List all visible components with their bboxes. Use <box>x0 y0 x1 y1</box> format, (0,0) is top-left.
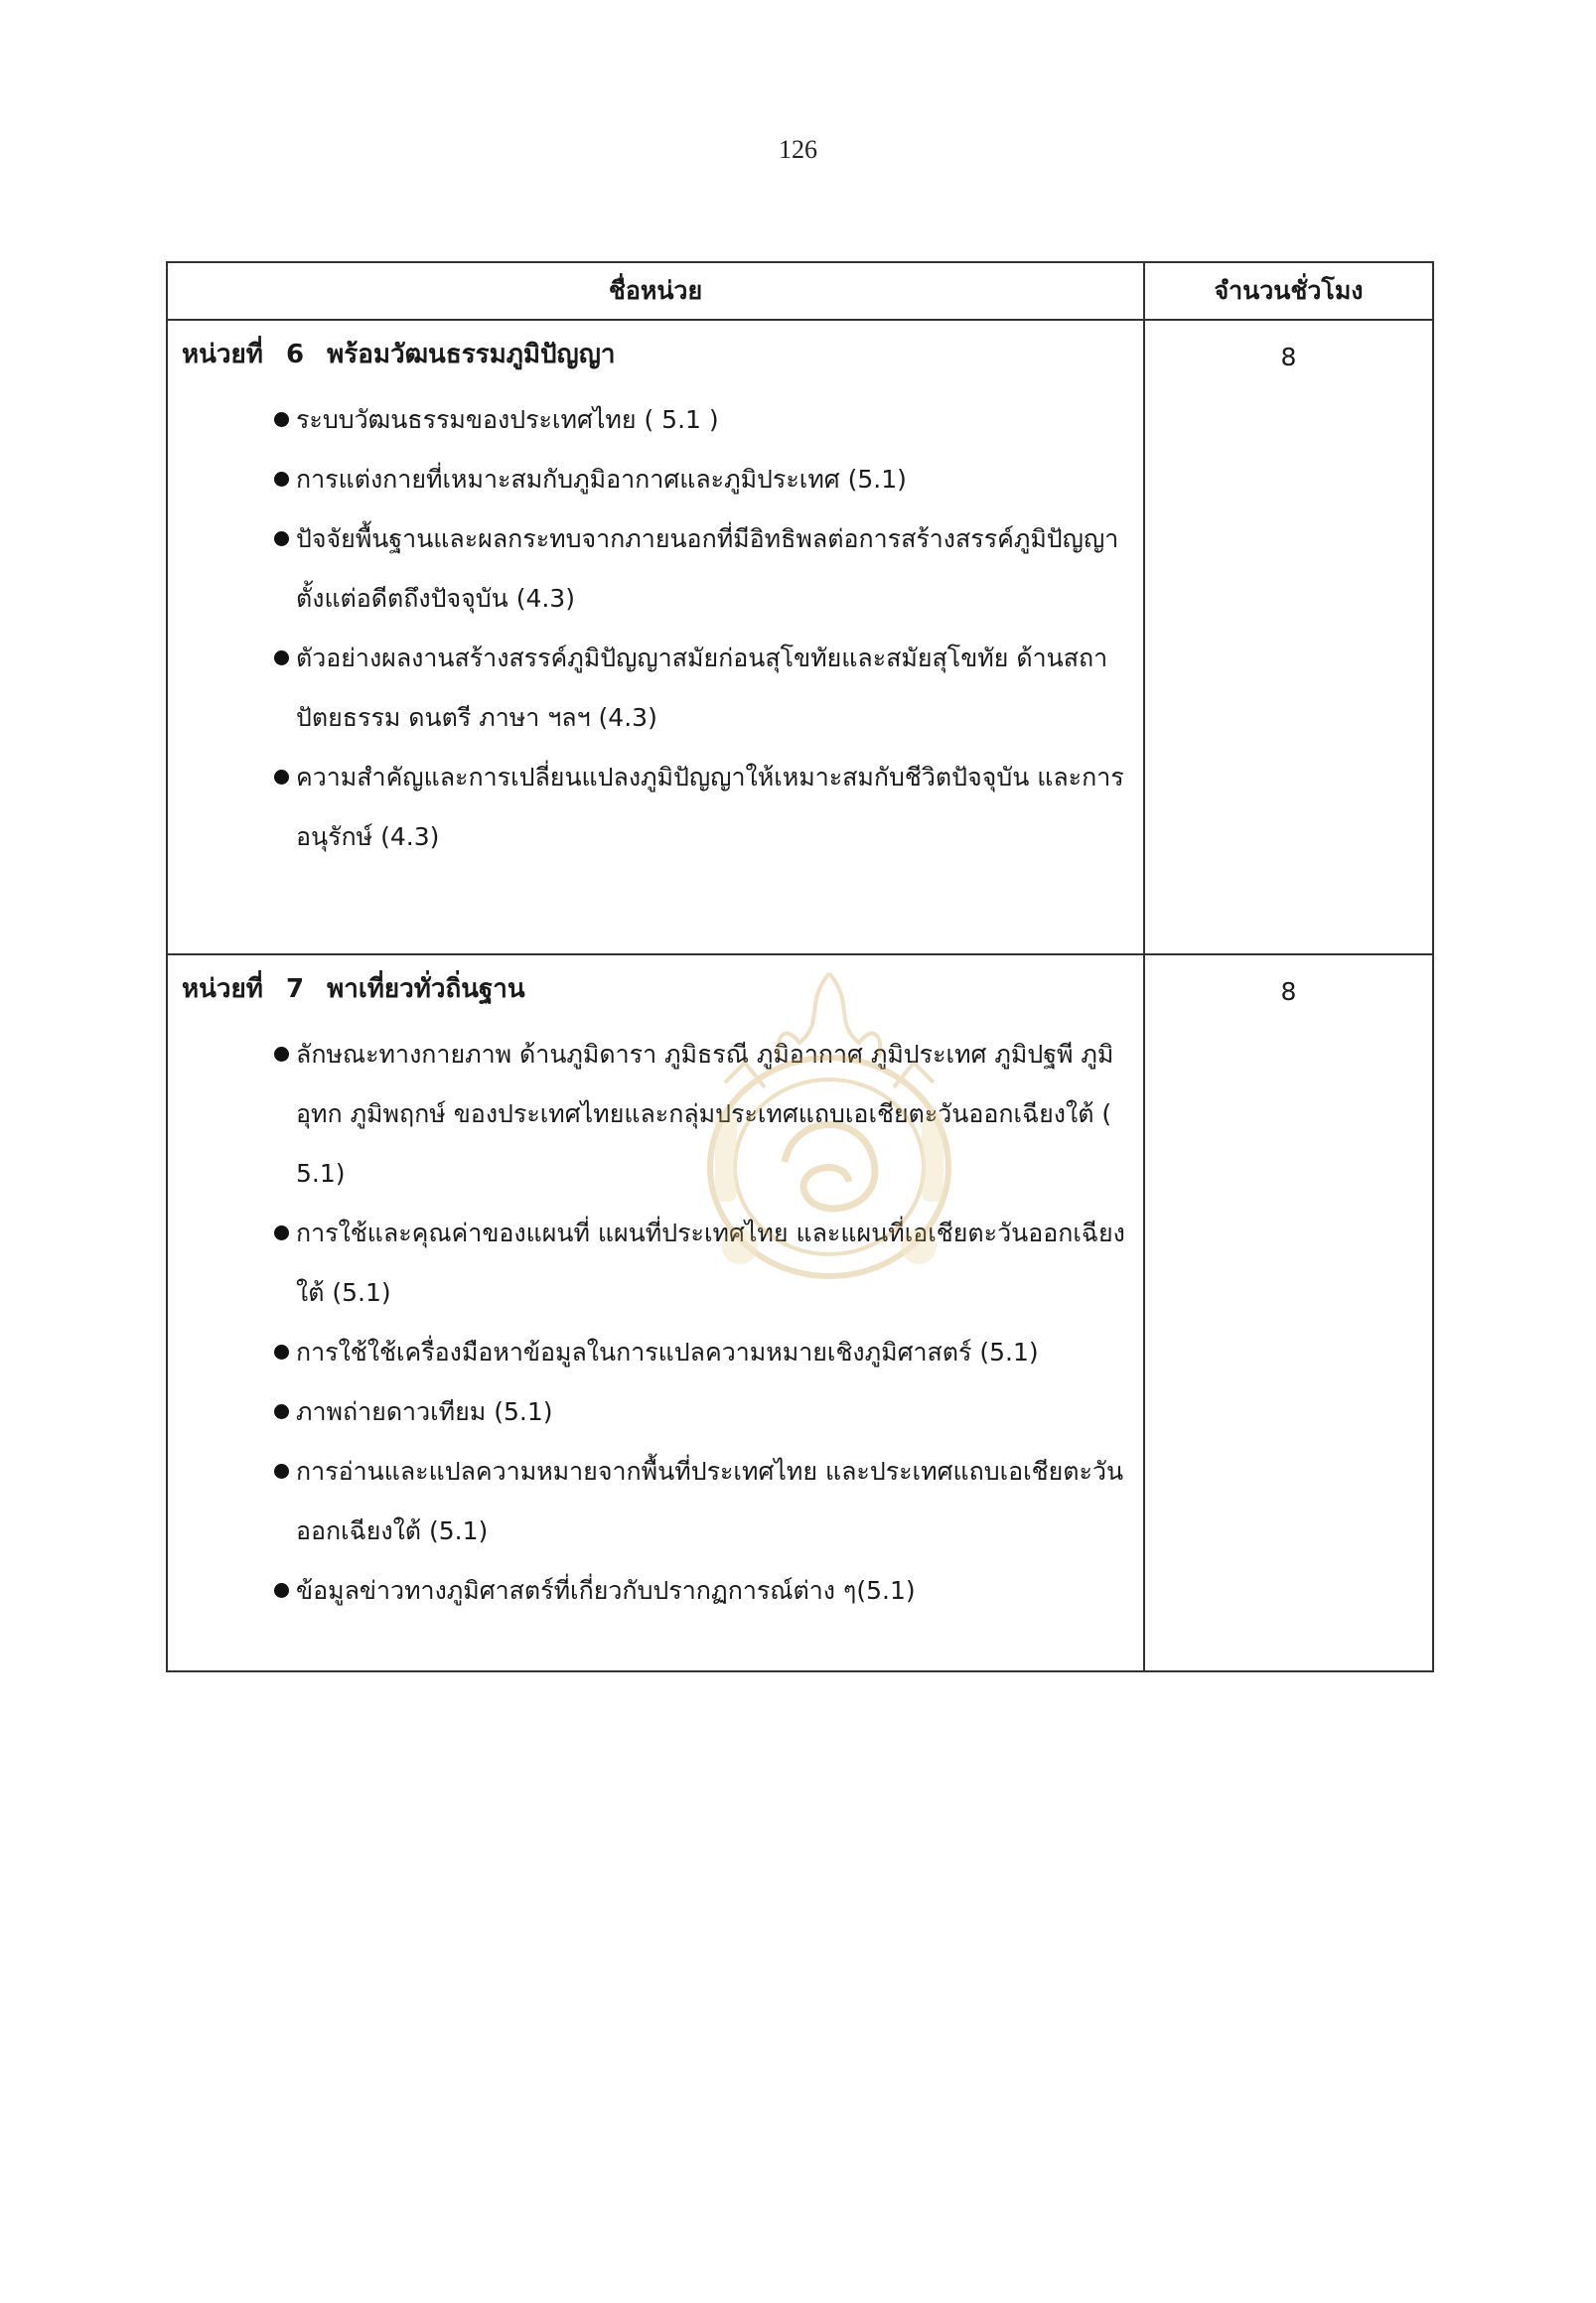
unit-label: หน่วยที่ <box>182 340 263 369</box>
list-item <box>182 1204 1133 1323</box>
unit-6-hours: 8 <box>1144 320 1433 954</box>
header-unit-name: ชื่อหน่วย <box>167 262 1144 320</box>
bullet-icon <box>274 650 289 665</box>
list-item <box>182 629 1133 748</box>
bullet-icon <box>274 1404 289 1419</box>
unit-number: 6 <box>285 340 305 369</box>
page-number: 126 <box>779 135 817 164</box>
topic-text: ระบบวัฒนธรรมของประเทศไทย ( 5.1 ) <box>296 405 719 434</box>
bullet-icon <box>274 770 289 785</box>
list-item <box>182 390 1133 450</box>
topic-text: การใช้ใช้เครื่องมือหาข้อมูลในการแปลความหมายเชิงภูมิศาสตร์ (5.1) <box>296 1338 1039 1367</box>
bullet-icon <box>274 1583 289 1598</box>
list-item <box>182 450 1133 509</box>
unit-name: พาเที่ยวทั่วถิ่นฐาน <box>327 974 525 1004</box>
topic-text: ความสำคัญและการเปลี่ยนแปลงภูมิปัญญาให้เหมาะสมกับชีวิตปัจจุบัน และการอนุรักษ์ (4.3) <box>296 763 1124 851</box>
unit-6-title <box>182 333 1133 376</box>
unit-7-topic-list <box>182 1025 1133 1621</box>
topic-text: ลักษณะทางกายภาพ ด้านภูมิดารา ภูมิธรณี ภูมิอากาศ ภูมิประเทศ ภูมิปฐพี ภูมิอุทก ภูมิพฤกษ์ ของประเทศไทยและกลุ่มประเทศแถบเอเชียตะวันออกเฉียงใต้ ( 5.1) <box>296 1040 1114 1188</box>
list-item <box>182 1382 1133 1442</box>
list-item <box>182 1025 1133 1204</box>
topic-text: การอ่านและแปลความหมายจากพื้นที่ประเทศไทย และประเทศแถบเอเชียตะวันออกเฉียงใต้ (5.1) <box>296 1457 1124 1545</box>
bullet-icon <box>274 1464 289 1479</box>
table-header-row <box>167 262 1433 320</box>
unit-7-hours: 8 <box>1144 954 1433 1671</box>
bullet-icon <box>274 531 289 546</box>
unit-7-cell <box>167 954 1144 1671</box>
list-item <box>182 509 1133 629</box>
header-hours: จำนวนชั่วโมง <box>1144 262 1433 320</box>
topic-text: ภาพถ่ายดาวเทียม (5.1) <box>296 1397 553 1426</box>
topic-text: ข้อมูลข่าวทางภูมิศาสตร์ที่เกี่ยวกับปรากฏการณ์ต่าง ๆ(5.1) <box>296 1576 916 1605</box>
unit-6-topic-list <box>182 390 1133 867</box>
unit-table <box>166 261 1434 1672</box>
list-item <box>182 1442 1133 1561</box>
bullet-icon <box>274 412 289 427</box>
topic-text: ตัวอย่างผลงานสร้างสรรค์ภูมิปัญญาสมัยก่อนสุโขทัยและสมัยสุโขทัย ด้านสถาปัตยธรรม ดนตรี ภาษา ฯลฯ (4.3) <box>296 644 1108 732</box>
bullet-icon <box>274 472 289 487</box>
unit-number: 7 <box>285 974 305 1004</box>
topic-text: การใช้และคุณค่าของแผนที่ แผนที่ประเทศไทย และแผนที่เอเชียตะวันออกเฉียงใต้ (5.1) <box>296 1219 1125 1307</box>
list-item <box>182 1561 1133 1621</box>
table-row <box>167 954 1433 1671</box>
bullet-icon <box>274 1345 289 1360</box>
bullet-icon <box>274 1047 289 1062</box>
unit-7-title <box>182 967 1133 1011</box>
unit-6-cell <box>167 320 1144 954</box>
topic-text: การแต่งกายที่เหมาะสมกับภูมิอากาศและภูมิประเทศ (5.1) <box>296 465 907 494</box>
unit-name: พร้อมวัฒนธรรมภูมิปัญญา <box>327 340 616 369</box>
list-item <box>182 748 1133 867</box>
unit-label: หน่วยที่ <box>182 974 263 1004</box>
list-item <box>182 1323 1133 1382</box>
topic-text: ปัจจัยพื้นฐานและผลกระทบจากภายนอกที่มีอิทธิพลต่อการสร้างสรรค์ภูมิปัญญา ตั้งแต่อดีตถึงปัจจุบัน (4.3) <box>296 524 1119 613</box>
table-row <box>167 320 1433 954</box>
bullet-icon <box>274 1225 289 1240</box>
